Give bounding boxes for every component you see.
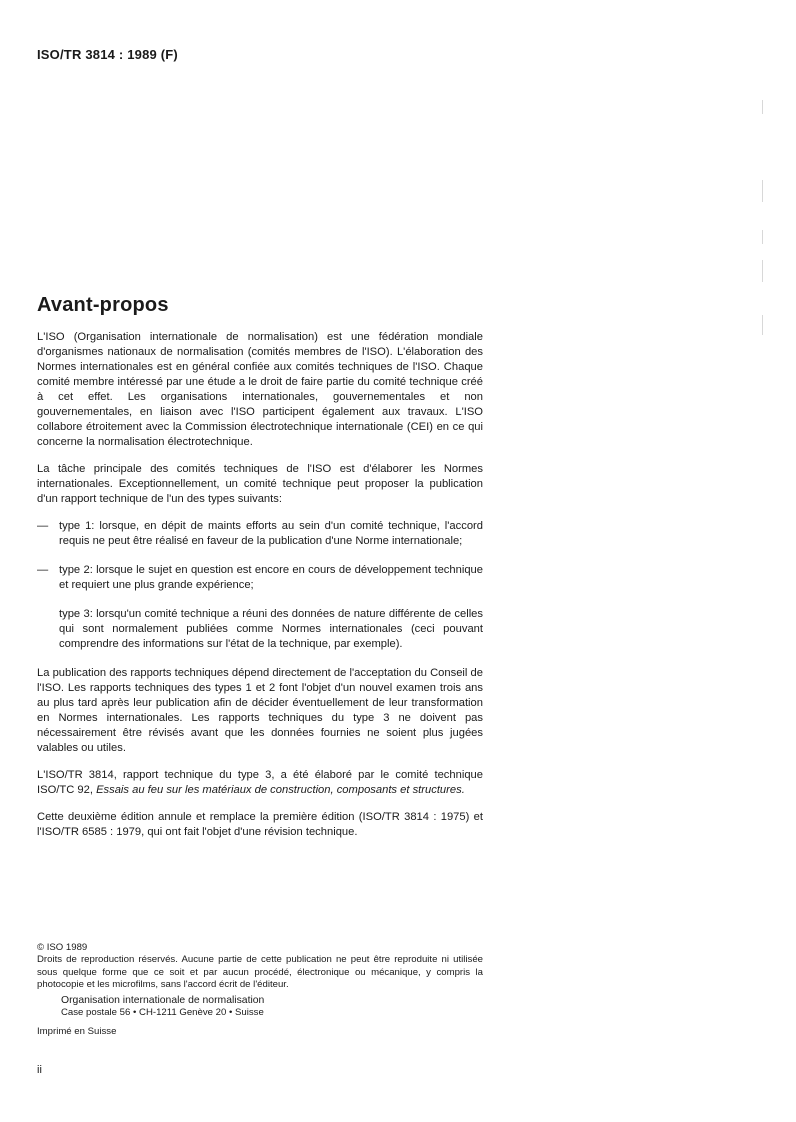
list-item-text: type 2: lorsque le sujet en question est encore en cours de développement technique et requiert une plus grande expérience; [59, 564, 483, 591]
paragraph-technical-committees: La tâche principale des comités techniques de l'ISO est d'élaborer les Normes internationales. Exceptionnellement, un comité technique peut proposer la publication d'un rapport technique de l'un des types suivants: [37, 463, 483, 505]
postal-address: Case postale 56 • CH-1211 Genève 20 • Suisse [61, 1007, 264, 1019]
organization-name: Organisation internationale de normalisation [61, 994, 265, 1006]
list-item-type-1 [37, 519, 483, 549]
section-title: Avant-propos [37, 294, 169, 316]
list-dash: — [37, 564, 49, 576]
paragraph-tr-statement [37, 768, 483, 798]
list-item-type-3 [37, 607, 483, 652]
list-item-type-2 [37, 563, 483, 593]
list-item-text: type 3: lorsqu'un comité technique a réuni des données de nature différente de celles qui sont normalement publiées comme Normes internationales (ceci pouvant comprendre des informations sur l'état de la technique, par exemple). [59, 608, 483, 650]
document-reference: ISO/TR 3814 : 1989 (F) [37, 47, 178, 62]
copyright-line: © ISO 1989 [37, 942, 88, 953]
printed-in: Imprimé en Suisse [37, 1025, 117, 1037]
paragraph-publication: La publication des rapports techniques dépend directement de l'acceptation du Conseil de l'ISO. Les rapports techniques des types 1 et 2 font l'objet d'un nouvel examen trois ans au plus tard après leur publication afin de décider éventuellement de leur transformation en Normes internationales. Les rapports techniques du type 3 ne doivent pas nécessairement être révisés avant que les données fournies ne soient plus jugées valables ou utiles. [37, 667, 483, 754]
tr-statement-committee-title: Essais au feu sur les matériaux de construction, composants et structures. [96, 784, 465, 796]
copyright-block [37, 942, 483, 1038]
paragraph-iso-intro: L'ISO (Organisation internationale de normalisation) est une fédération mondiale d'organismes nationaux de normalisation (comités membres de l'ISO). L'élaboration des Normes internationales est en général confiée aux comités techniques de l'ISO. Chaque comité membre intéressé par une étude a le droit de faire partie du comité technique créé à cet effet. Les organisations internationales, gouvernementales et non gouvernementales, en liaison avec l'ISO participent également aux travaux. L'ISO collabore étroitement avec la Commission électrotechnique internationale (CEI) en ce qui concerne la normalisation électrotechnique. [37, 331, 483, 448]
page-number: ii [37, 1064, 42, 1076]
report-types-list [37, 519, 483, 652]
paragraph-edition-note: Cette deuxième édition annule et remplace la première édition (ISO/TR 3814 : 1975) et l'ISO/TR 6585 : 1979, qui ont fait l'objet d'une révision technique. [37, 811, 483, 838]
tr-statement-prefix: L'ISO/TR 3814, rapport technique du type 3, a été élaboré par le comité technique ISO/TC 92, [37, 769, 483, 796]
foreword-body [37, 330, 483, 840]
scan-margin-marks [762, 100, 764, 350]
rights-notice: Droits de reproduction réservés. Aucune partie de cette publication ne peut être reproduite ni utilisée sous quelque forme que ce soit et par aucun procédé, électronique ou mécanique, y compris la photocopie et les microfilms, sans l'accord écrit de l'éditeur. [37, 954, 483, 991]
list-dash: — [37, 520, 49, 532]
list-item-text: type 1: lorsque, en dépit de maints efforts au sein d'un comité technique, l'accord requis ne peut être réalisé en faveur de la publication d'une Norme internationale; [59, 520, 483, 547]
